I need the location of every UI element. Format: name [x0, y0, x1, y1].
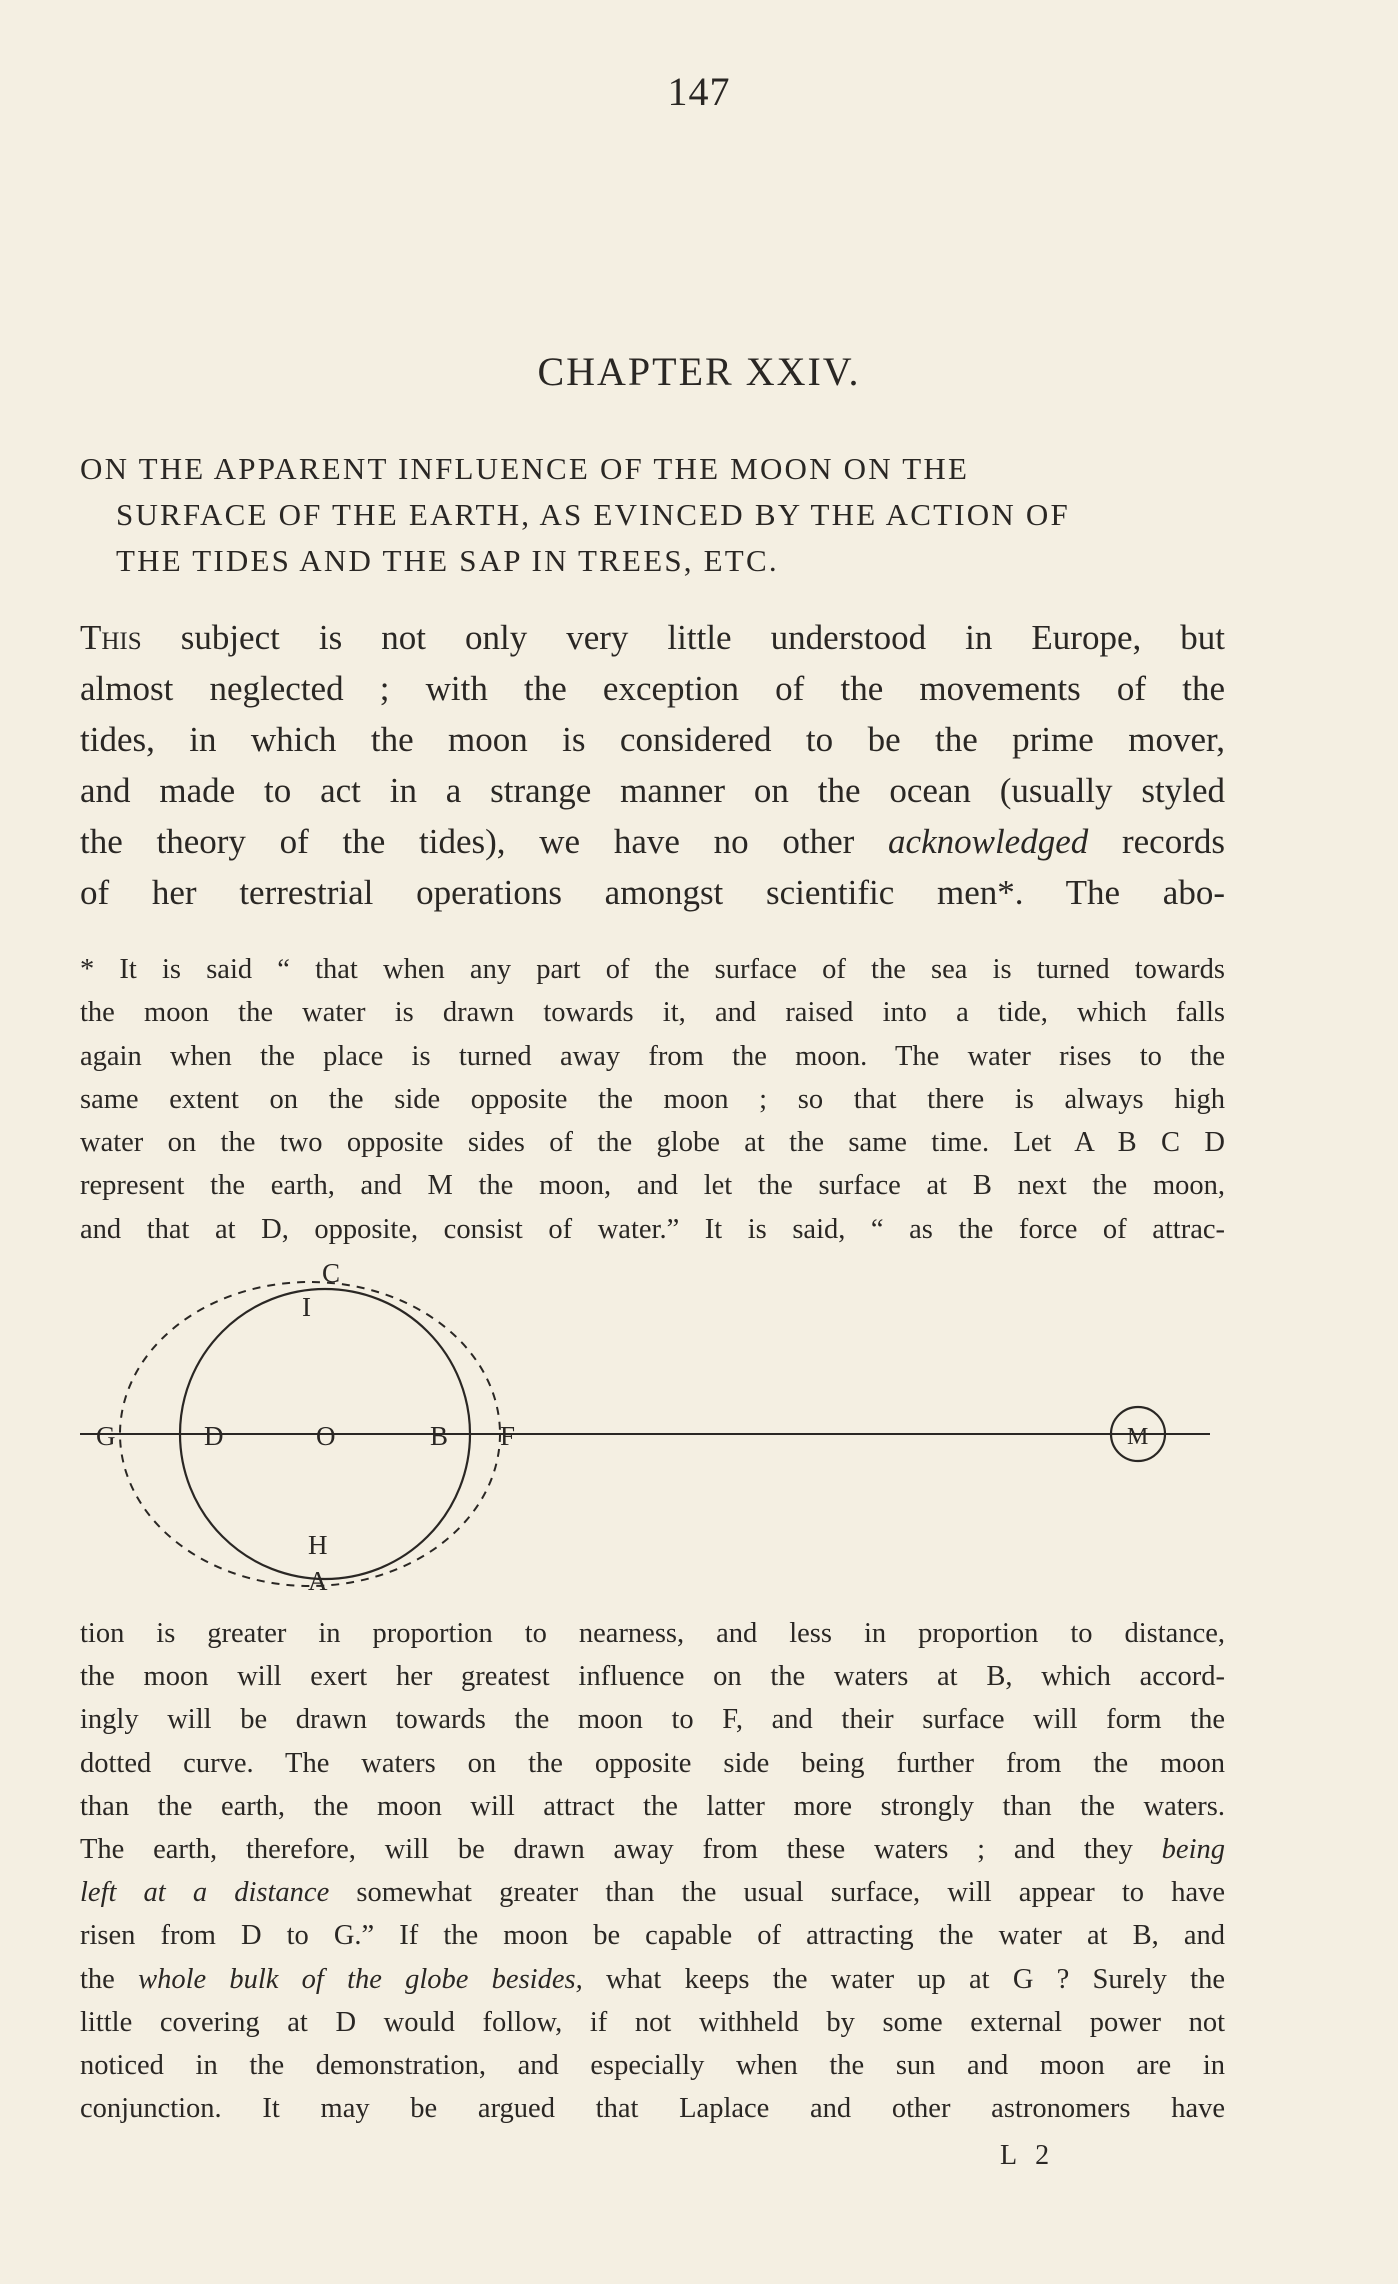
footnote-line — [80, 1871, 1225, 1914]
footnote-italic-span: left at a distance — [80, 1877, 330, 1909]
footnote-line: dotted curve. The waters on the opposite side being further from the moon — [80, 1747, 1225, 1779]
footnote-line: conjunction. It may be argued that Laplace and other astronomers have — [80, 2093, 1225, 2125]
chapter-title: CHAPTER XXIV. — [537, 349, 861, 394]
body-line — [80, 612, 1225, 663]
footnote-line: water on the two opposite sides of the globe at the same time. Let A B C D — [80, 1127, 1225, 1159]
footnote-italic-span: being — [1161, 1834, 1225, 1866]
subtitle-line: THE TIDES AND THE SAP IN TREES, ETC. — [116, 543, 779, 578]
chapter-subtitle — [80, 446, 1225, 584]
footnote — [80, 948, 1225, 1251]
footnote-line: the moon the water is drawn towards it, and raised into a tide, which falls — [80, 997, 1225, 1029]
body-text-span: subject is not only very little understood in Europe, but — [141, 618, 1225, 657]
body-line — [80, 816, 1225, 867]
footnote-line: represent the earth, and M the moon, and let the surface at B next the moon, — [80, 1170, 1225, 1202]
footnote-continued — [80, 1612, 1225, 2130]
footnote-line: risen from D to G.” If the moon be capable of attracting the water at B, and — [80, 1920, 1225, 1952]
body-italic-span: acknowledged — [888, 822, 1089, 861]
label-o: O — [316, 1421, 336, 1451]
footnote-text-span: The earth, therefore, will be drawn away from these waters ; and they — [80, 1834, 1162, 1866]
label-m: M — [1127, 1424, 1149, 1450]
footnote-line: and that at D, opposite, consist of water.” It is said, “ as the force of attrac- — [80, 1213, 1225, 1245]
footnote-italic-span: whole bulk of the globe besides, — [138, 1963, 583, 1995]
label-f: F — [500, 1421, 516, 1451]
label-g: G — [96, 1421, 116, 1451]
label-c: C — [322, 1260, 341, 1288]
footnote-line: little covering at D would follow, if not withheld by some external power not — [80, 2006, 1225, 2038]
subtitle-line: ON THE APPARENT INFLUENCE OF THE MOON ON THE — [80, 451, 970, 486]
label-d: D — [204, 1421, 224, 1451]
body-text-span: the theory of the tides), we have no other — [80, 822, 889, 861]
body-line: and made to act in a strange manner on the ocean (usually styled — [80, 771, 1225, 810]
footnote-line — [80, 1828, 1225, 1871]
footnote-line: the moon will exert her greatest influence on the waters at B, which accord- — [80, 1661, 1225, 1693]
drop-word: This — [80, 618, 142, 657]
footnote-text-span: what keeps the water up at G ? Surely the — [582, 1963, 1225, 1995]
body-line: of her terrestrial operations amongst scientific men*. The abo- — [80, 873, 1225, 912]
label-a: A — [308, 1566, 328, 1596]
signature-mark: L 2 — [1000, 2140, 1056, 2171]
footnote-text-span: the — [80, 1963, 139, 1995]
footnote-text-span: somewhat greater than the usual surface, will appear to have — [329, 1877, 1225, 1909]
label-h: H — [308, 1530, 328, 1560]
footnote-line: than the earth, the moon will attract the latter more strongly than the waters. — [80, 1790, 1225, 1822]
label-b: B — [430, 1421, 449, 1451]
label-i: I — [302, 1292, 311, 1322]
footnote-line — [80, 1958, 1225, 2001]
footnote-line: noticed in the demonstration, and especially when the sun and moon are in — [80, 2050, 1225, 2082]
body-line: tides, in which the moon is considered to be the prime mover, — [80, 720, 1225, 759]
body-text-span: records — [1088, 822, 1225, 861]
footnote-line: tion is greater in proportion to nearness, and less in proportion to distance, — [80, 1618, 1225, 1649]
footnote-line: * It is said “ that when any part of the surface of the sea is turned towards — [80, 954, 1225, 985]
page-number: 147 — [667, 69, 731, 114]
footnote-line: ingly will be drawn towards the moon to F, and their surface will form the — [80, 1704, 1225, 1736]
body-paragraph — [80, 612, 1225, 918]
footnote-line: again when the place is turned away from the moon. The water rises to the — [80, 1040, 1225, 1072]
body-line: almost neglected ; with the exception of the movements of the — [80, 669, 1225, 708]
tides-diagram — [60, 1260, 1220, 1600]
footnote-line: same extent on the side opposite the moon ; so that there is always high — [80, 1083, 1225, 1115]
subtitle-line: SURFACE OF THE EARTH, AS EVINCED BY THE ACTION OF — [116, 497, 1070, 532]
